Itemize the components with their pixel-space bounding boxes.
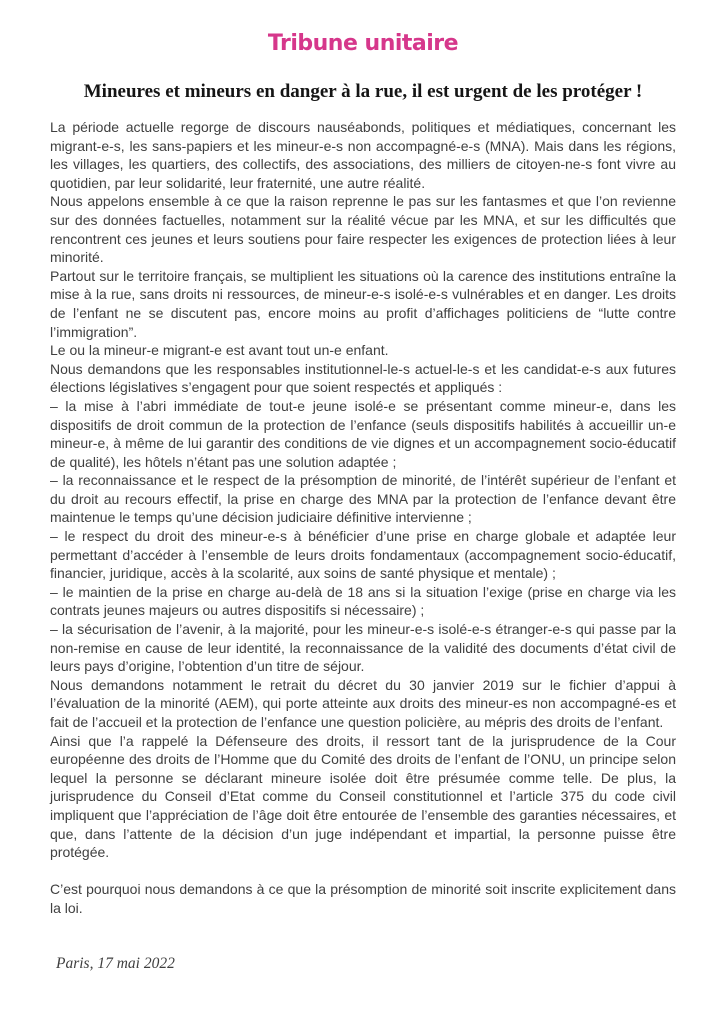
paragraph: Nous demandons que les responsables institutionnel-le-s actuel-le-s et les candidat-e-s aux futures élections législatives s’engagent pour que soient respectés et appliqués : [50,360,676,396]
document-dateline: Paris, 17 mai 2022 [56,954,175,972]
paragraph: Le ou la mineur-e migrant-e est avant tout un-e enfant. [50,342,389,359]
document-body [50,118,676,918]
document-title: Tribune unitaire [267,31,459,56]
paragraph: Nous appelons ensemble à ce que la raison reprenne le pas sur les fantasmes et que l’on revienne sur des données factuelles, notamment sur la réalité vécue par les MNA, et sur les difficultés que rencontrent ces jeunes et leurs soutiens pour faire respecter les exigences de protection liées à leur minorité. [50,193,676,266]
paragraph: – la reconnaissance et le respect de la présomption de minorité, de l’intérêt supérieur de l’enfant et du droit au recours effectif, la prise en charge des MNA par la protection de l’enfance devant être maintenue le temps qu’une décision judiciaire définitive intervienne ; [50,472,676,526]
paragraph: Ainsi que l’a rappelé la Défenseure des droits, il ressort tant de la jurisprudence de la Cour européenne des droits de l’Homme que du Comité des droits de l’enfant de l’ONU, un principe selon lequel la personne se déclarant mineure isolée doit être présumée comme telle. De plus, la jurisprudence du Conseil d’Etat comme du Conseil constitutionnel et l’article 375 du code civil impliquent que l’appréciation de l’âge doit être entourée de l’ensemble des garanties nécessaires, et que, dans l’attente de la décision d’un juge indépendant et impartial, la personne puisse être protégée. [50,732,676,861]
paragraph: La période actuelle regorge de discours nauséabonds, politiques et médiatiques, concernant les migrant-e-s, les sans-papiers et les mineur-e-s non accompagné-e-s (MNA). Mais dans les régions, les villages, les quartiers, des collectifs, des associations, des milliers de citoyen-ne-s font vivre au quotidien, par leur solidarité, leur fraternité, une autre réalité. [50,119,676,191]
paragraph: Nous demandons notamment le retrait du décret du 30 janvier 2019 sur le fichier d’appui à l’évaluation de la minorité (AEM), qui porte atteinte aux droits des mineur-es non accompagné-es et fait de l’accueil et la protection de l’enfance une question policière, au mépris des droits de l’enfant. [50,676,676,730]
paragraph: – le maintien de la prise en charge au-delà de 18 ans si la situation l’exige (prise en charge via les contrats jeunes majeurs ou autres dispositifs si nécessaire) ; [50,583,676,619]
paragraph: – le respect du droit des mineur-e-s à bénéficier d’une prise en charge globale et adaptée leur permettant d’accéder à l’ensemble de leurs droits fondamentaux (accompagnement socio-éducatif, financier, juridique, accès à la scolarité, aux soins de santé physique et mentale) ; [50,528,676,582]
paragraph: Partout sur le territoire français, se multiplient les situations où la carence des institutions entraîne la mise à la rue, sans droits ni ressources, de mineur-e-s isolé-e-s vulnérables et en danger. Les droits de l’enfant ne se discutent pas, encore moins au profit d’affichages politiciens de “lutte contre l’immigration”. [50,267,676,340]
closing-paragraph: C’est pourquoi nous demandons à ce que la présomption de minorité soit inscrite explicitement dans la loi. [50,881,676,916]
paragraph: – la mise à l’abri immédiate de tout-e jeune isolé-e se présentant comme mineur-e, dans les dispositifs de droit commun de la protection de l’enfance (seuls dispositifs habilités à accueillir un-e mineur-e, à même de lui garantir des conditions de vie dignes et un accompagnement socio-éducatif de qualité), les hôtels n’étant pas une solution adaptée ; [50,397,676,470]
paragraph: – la sécurisation de l’avenir, à la majorité, pour les mineur-e-s isolé-e-s étranger-e-s qui passe par la non-remise en cause de leur identité, la reconnaissance de la validité des documents d’état civil de leurs pays d’origine, l’obtention d’un titre de séjour. [50,621,676,675]
document-heading: Mineures et mineurs en danger à la rue, il est urgent de les protéger ! [83,81,643,102]
